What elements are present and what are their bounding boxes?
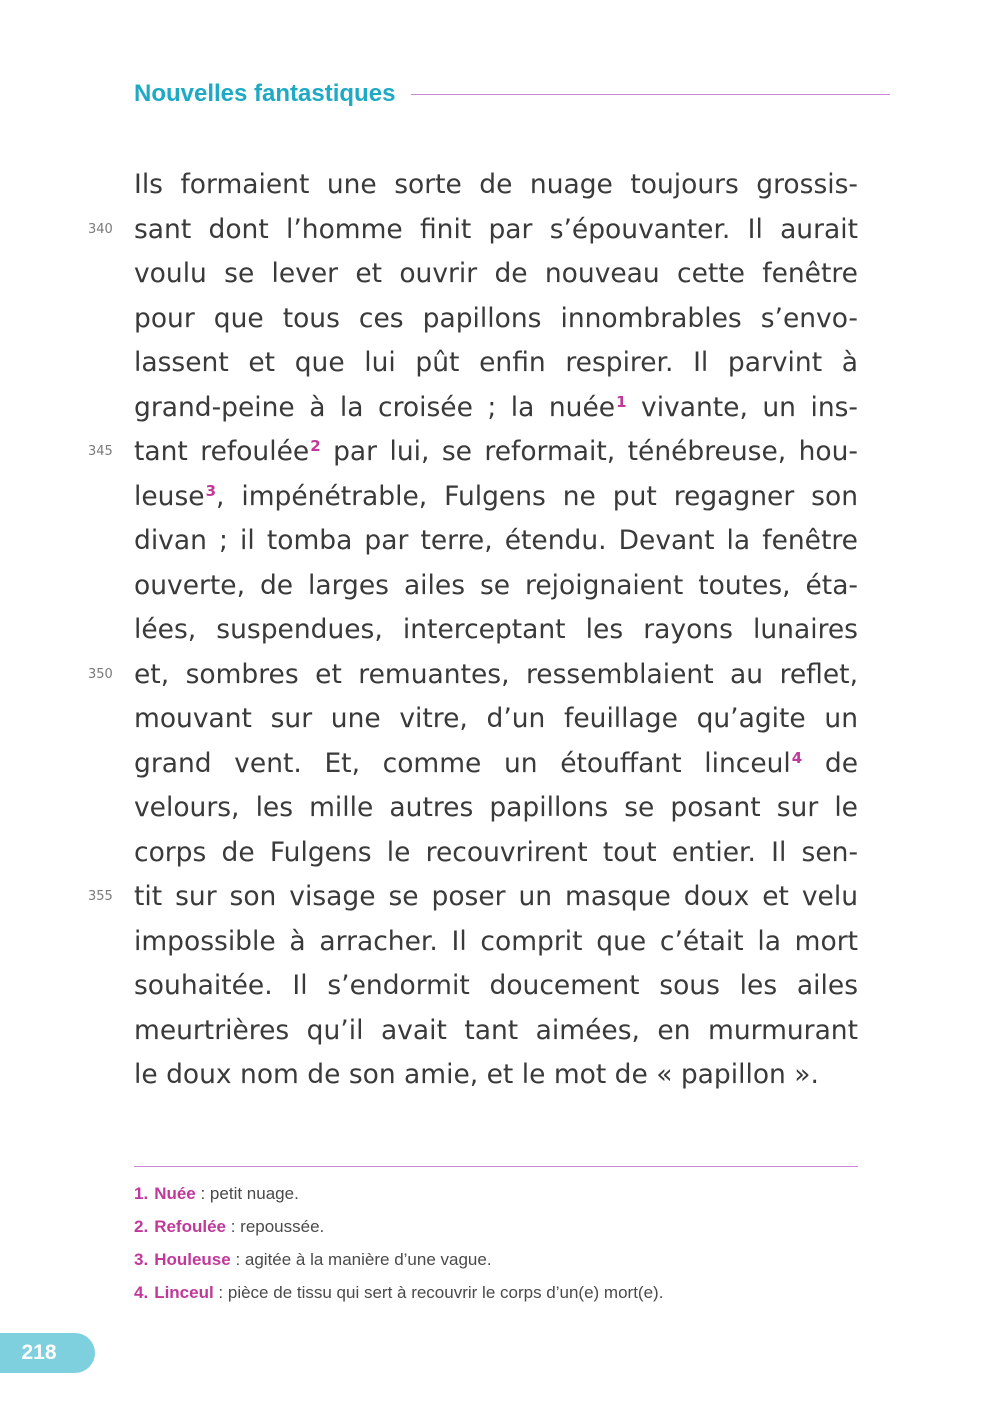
text-line: meurtrières qu’il avait tant aimées, en murmurant (134, 1014, 858, 1046)
text-line: voulu se lever et ouvrir de nouveau cette fenêtre (134, 258, 858, 289)
footnote-definition: : pièce de tissu qui sert à recouvrir le corps d’un(e) mort(e). (213, 1283, 664, 1302)
footnote-ref[interactable]: 2 (310, 437, 321, 455)
line-number: 345 (88, 444, 113, 459)
footnote-definition: : agitée à la manière d’une vague. (230, 1250, 492, 1269)
footnote-ref[interactable]: 1 (616, 392, 627, 411)
footnote-item (134, 1213, 874, 1246)
running-header (134, 78, 890, 110)
section-title: Nouvelles fantastiques (134, 80, 396, 107)
text-line: pour que tous ces papillons innombrables s’envo- (134, 302, 858, 334)
footnote-number: 1. (134, 1184, 149, 1203)
footnote-definition: : petit nuage. (195, 1184, 299, 1203)
text-line: 345 tant refoulée$^2$ par lui, se reformait, ténébreuse, hou- (134, 430, 858, 475)
text-line: velours, les mille autres papillons se posant sur le (134, 792, 858, 823)
footnote-number: 2. (134, 1217, 149, 1236)
text-line: le doux nom de son amie, et le mot de « papillon ». (134, 1059, 819, 1090)
footnote-rule (134, 1166, 858, 1167)
footnote-term: Houleuse (154, 1250, 231, 1269)
footnote-ref[interactable]: 3 (205, 481, 217, 500)
text-line: grand vent. Et, comme un étouffant linceul$^4$ de (134, 747, 858, 779)
footnotes (134, 1180, 874, 1312)
text-line: 355 tit sur son visage se poser un masque doux et velu (134, 875, 858, 920)
text-line: ouverte, de larges ailes se rejoignaient toutes, éta- (134, 569, 858, 601)
text-line: lées, suspendues, interceptant les rayons lunaires (134, 614, 858, 645)
line-number: 350 (88, 666, 113, 682)
text-line: mouvant sur une vitre, d’un feuillage qu’agite un (134, 703, 858, 734)
text-line: Ils formaient une sorte de nuage toujours grossis- (134, 169, 858, 200)
footnote-term: Refoulée (154, 1217, 226, 1236)
text-line: 350 et, sombres et remuantes, ressemblaient au reflet, (134, 653, 858, 698)
header-rule (411, 94, 890, 95)
text-line: 340 sant dont l’homme finit par s’épouvanter. Il aurait (134, 208, 858, 253)
footnote-term: Linceul (154, 1283, 214, 1302)
line-number: 355 (88, 889, 113, 904)
text-line: divan ; il tomba par terre, étendu. Devant la fenêtre (134, 525, 858, 556)
footnote-item (134, 1180, 874, 1213)
text-line: lassent et que lui pût enfin respirer. Il parvint à (134, 347, 858, 378)
page-number: 218 (21, 1341, 57, 1364)
footnote-number: 3. (134, 1250, 149, 1269)
footnote-number: 4. (134, 1283, 149, 1302)
text-line: souhaitée. Il s’endormit doucement sous les ailes (134, 970, 858, 1001)
footnote-definition: : repoussée. (225, 1217, 325, 1236)
text-line: leuse$^3$, impénétrable, Fulgens ne put regagner son (134, 480, 858, 512)
line-number: 340 (88, 221, 113, 237)
body-text (88, 163, 858, 1098)
page-number-badge (0, 1333, 95, 1373)
text-line: corps de Fulgens le recouvrirent tout entier. Il sen- (134, 836, 858, 868)
footnote-item (134, 1279, 874, 1312)
text-line: impossible à arracher. Il comprit que c’était la mort (134, 925, 858, 957)
text-line: grand-peine à la croisée ; la nuée$^1$ vivante, un ins- (134, 391, 858, 423)
footnote-term: Nuée (154, 1184, 196, 1203)
footnote-item (134, 1246, 874, 1279)
footnote-ref[interactable]: 4 (791, 748, 803, 767)
